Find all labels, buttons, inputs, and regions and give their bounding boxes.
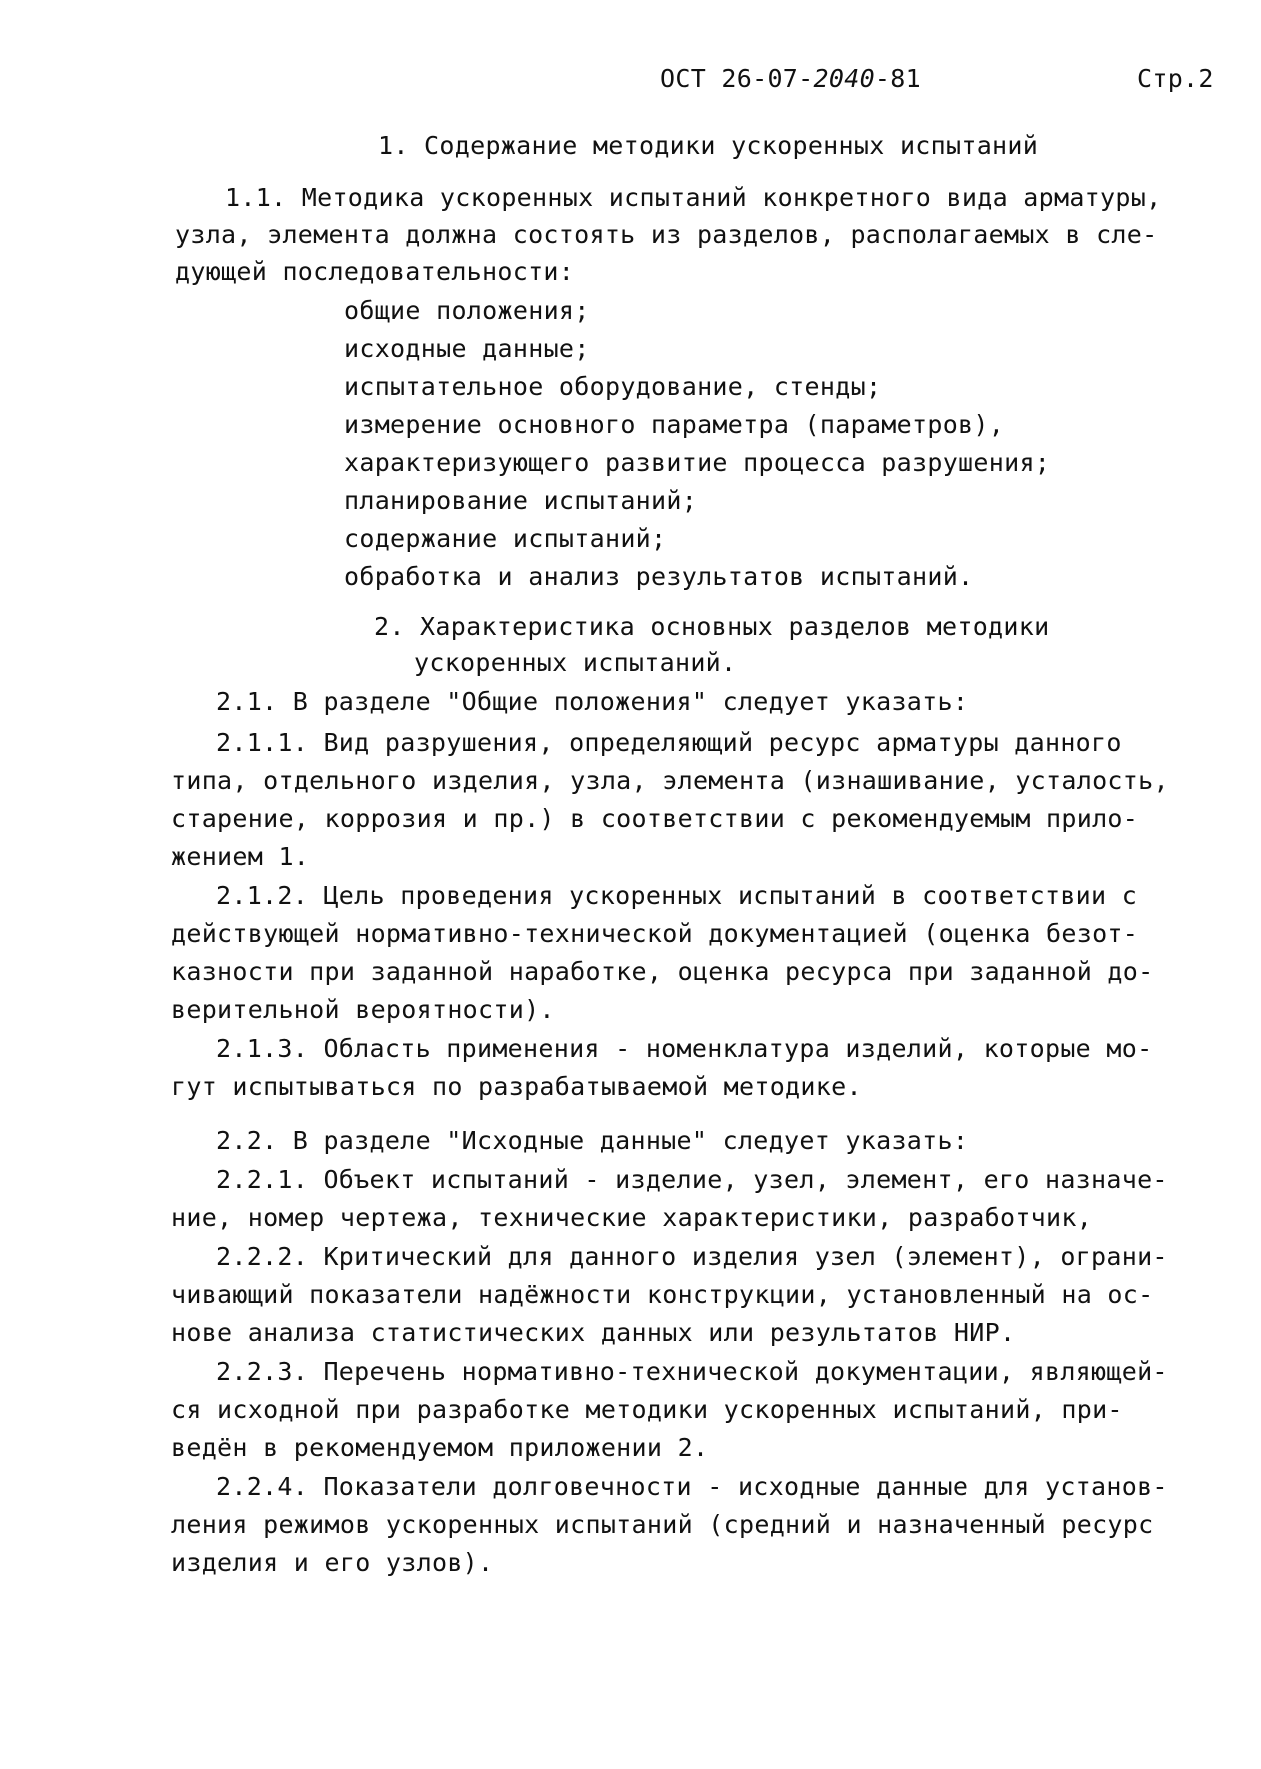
doc-number: 2040 bbox=[813, 64, 875, 93]
paragraph-2-1-2-line: 2.1.2. Цель проведения ускоренных испытаний в соответствии с bbox=[216, 881, 1138, 910]
paragraph-2-1-2-line: казности при заданной наработке, оценка ресурса при заданной до- bbox=[171, 957, 1154, 986]
section-1-title: 1. Содержание методики ускоренных испытаний bbox=[378, 131, 1039, 160]
section-2-title: 2. Характеристика основных разделов методики bbox=[374, 612, 1050, 641]
paragraph-2-2-4-line: 2.2.4. Показатели долговечности - исходные данные для установ- bbox=[216, 1472, 1168, 1501]
paragraph-2-1-1-line: жением 1. bbox=[171, 842, 310, 871]
paragraph-2-2-3-line: ведён в рекомендуемом приложении 2. bbox=[171, 1433, 709, 1462]
list-item: характеризующего развитие процесса разрушения; bbox=[344, 448, 1051, 477]
list-item: общие положения; bbox=[344, 296, 590, 325]
paragraph-2-2-1-line: 2.2.1. Объект испытаний - изделие, узел, элемент, его назначе- bbox=[216, 1165, 1168, 1194]
list-item: содержание испытаний; bbox=[344, 524, 667, 553]
paragraph-2-1-1-line: типа, отдельного изделия, узла, элемента (изнашивание, усталость, bbox=[171, 766, 1169, 795]
paragraph-2-2-4-line: изделия и его узлов). bbox=[171, 1548, 494, 1577]
paragraph-2-2-2-line: нове анализа статистических данных или результатов НИР. bbox=[171, 1318, 1016, 1347]
list-item: планирование испытаний; bbox=[344, 486, 698, 515]
paragraph-2-2-1-line: ние, номер чертежа, технические характеристики, разработчик, bbox=[171, 1203, 1093, 1232]
paragraph-2-2: 2.2. В разделе "Исходные данные" следует указать: bbox=[216, 1126, 969, 1155]
paragraph-2-1-2-line: действующей нормативно-технической документацией (оценка безот- bbox=[171, 919, 1139, 948]
document-code bbox=[660, 62, 921, 96]
paragraph-2-1-2-line: верительной вероятности). bbox=[171, 995, 555, 1024]
paragraph-2-2-3-line: 2.2.3. Перечень нормативно-технической документации, являющей- bbox=[216, 1357, 1168, 1386]
paragraph-1-1-line: узла, элемента должна состоять из разделов, располагаемых в сле- bbox=[175, 220, 1158, 249]
section-2-title: ускоренных испытаний. bbox=[414, 648, 737, 677]
paragraph-2-2-2-line: чивающий показатели надёжности конструкции, установленный на ос- bbox=[171, 1280, 1154, 1309]
paragraph-2-1-1-line: старение, коррозия и пр.) в соответствии с рекомендуемым прило- bbox=[171, 804, 1139, 833]
paragraph-2-2-2-line: 2.2.2. Критический для данного изделия узел (элемент), ограни- bbox=[216, 1242, 1168, 1271]
paragraph-1-1-line: 1.1. Методика ускоренных испытаний конкретного вида арматуры, bbox=[225, 183, 1162, 212]
page-number: Стр.2 bbox=[1137, 64, 1214, 93]
paragraph-2-1-1-line: 2.1.1. Вид разрушения, определяющий ресурс арматуры данного bbox=[216, 728, 1122, 757]
doc-prefix: ОСТ 26-07- bbox=[660, 64, 814, 93]
list-item: измерение основного параметра (параметров), bbox=[344, 410, 1005, 439]
paragraph-1-1-line: дующей последовательности: bbox=[175, 257, 575, 286]
paragraph-2-2-4-line: ления режимов ускоренных испытаний (средний и назначенный ресурс bbox=[171, 1510, 1154, 1539]
paragraph-2-1-3-line: гут испытываться по разрабатываемой методике. bbox=[171, 1072, 862, 1101]
doc-suffix: -81 bbox=[874, 64, 921, 93]
list-item: обработка и анализ результатов испытаний. bbox=[344, 562, 974, 591]
paragraph-2-1: 2.1. В разделе "Общие положения" следует указать: bbox=[216, 687, 969, 716]
paragraph-2-1-3-line: 2.1.3. Область применения - номенклатура изделий, которые мо- bbox=[216, 1034, 1153, 1063]
paragraph-2-2-3-line: ся исходной при разработке методики ускоренных испытаний, при- bbox=[171, 1395, 1123, 1424]
list-item: исходные данные; bbox=[344, 334, 590, 363]
list-item: испытательное оборудование, стенды; bbox=[344, 372, 882, 401]
